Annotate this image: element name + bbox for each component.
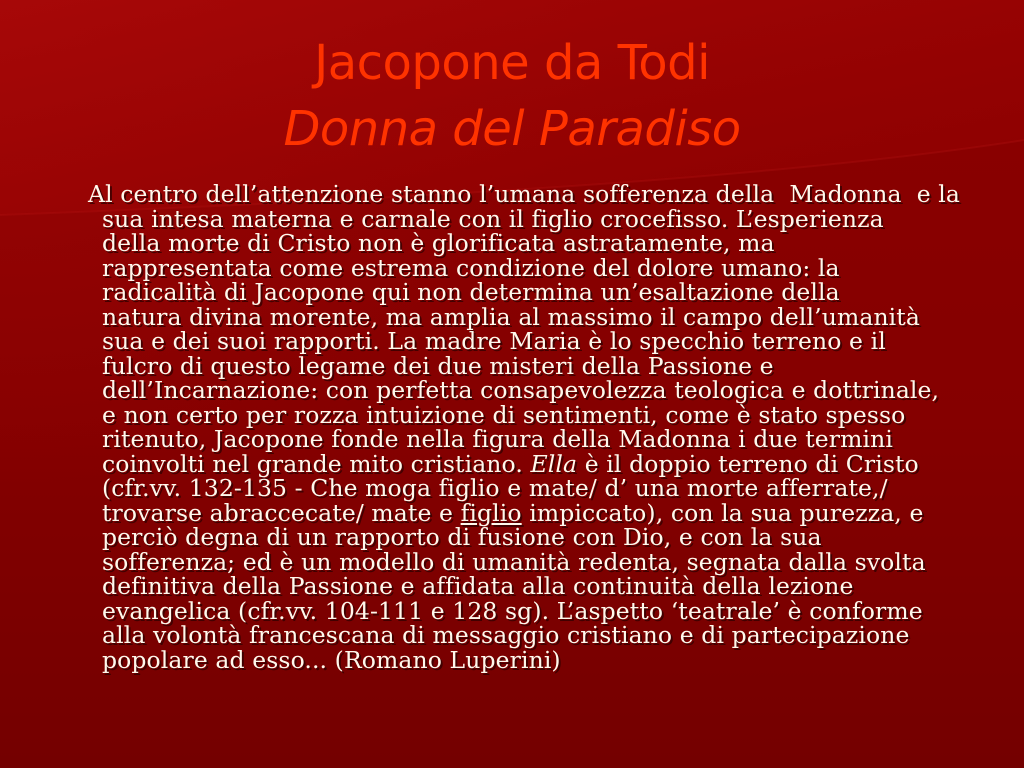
italic-word: Ella <box>530 449 578 478</box>
body-line <box>102 525 1002 550</box>
body-line <box>102 449 1002 478</box>
body-line <box>102 427 1002 452</box>
body-line <box>102 253 1002 282</box>
body-text: evangelica (cfr.vv. 104-111 e 128 sg). L’aspetto ‘teatrale’ è conforme <box>102 596 923 625</box>
body-text: natura divina morente, ma amplia al massimo il campo dell’umanità <box>102 302 920 331</box>
underlined-word: figlio <box>460 498 522 527</box>
body-text: fulcro di questo legame dei due misteri della Passione e <box>102 351 774 380</box>
body-text: definitiva della Passione e affidata alla continuità della lezione <box>102 572 854 600</box>
body-text: (cfr.vv. 132-135 - Che moga figlio e mate/ d’ una morte afferrate,/ <box>102 474 888 502</box>
body-line <box>102 574 1002 599</box>
subtitle-text: Donna del Paradiso <box>283 101 741 157</box>
body-text: alla volontà francescana di messaggio cristiano e di partecipazione <box>102 621 910 649</box>
body-text: Al centro dell’attenzione stanno l’umana sofferenza della Madonna e la <box>88 180 961 208</box>
body-text: rappresentata come estrema condizione del dolore umano: la <box>102 253 840 282</box>
body-line <box>102 329 1002 354</box>
slide-title <box>0 30 1024 162</box>
body-line <box>102 645 1002 674</box>
body-text: ritenuto, Jacopone fonde nella figura della Madonna i due termini <box>102 425 893 453</box>
body-line <box>102 596 1002 625</box>
body-line <box>102 547 1002 576</box>
body-text: dell’Incarnazione: con perfetta consapevolezza teologica e dottrinale, <box>102 376 940 404</box>
body-line <box>102 400 1002 429</box>
body-line <box>102 476 1002 501</box>
body-text: popolare ad esso... (Romano Luperini) <box>102 645 561 674</box>
body-text: impiccato), con la sua purezza, e <box>521 498 924 527</box>
body-text: coinvolti nel grande mito cristiano. <box>102 449 531 478</box>
body-line <box>102 302 1002 331</box>
body-text-block <box>88 180 1002 674</box>
body-line <box>102 378 1002 403</box>
body-text: sua intesa materna e carnale con il figlio crocefisso. L’esperienza <box>102 204 884 233</box>
body-text: sofferenza; ed è un modello di umanità redenta, segnata dalla svolta <box>102 547 926 576</box>
body-text: della morte di Cristo non è glorificata astratamente, ma <box>102 229 775 257</box>
body-text: è il doppio terreno di Cristo <box>577 449 919 478</box>
body-text: trovarse abraccecate/ mate e <box>102 498 461 527</box>
body-line <box>102 204 1002 233</box>
body-line <box>102 623 1002 648</box>
body-line <box>88 182 1002 207</box>
body-text: sua e dei suoi rapporti. La madre Maria è lo specchio terreno e il <box>102 327 886 355</box>
body-text: radicalità di Jacopone qui non determina un’esaltazione della <box>102 278 840 306</box>
body-text: perciò degna di un rapporto di fusione con Dio, e con la sua <box>102 523 822 551</box>
body-line <box>102 231 1002 256</box>
body-line <box>102 498 1002 527</box>
title-text: Jacopone da Todi <box>314 35 710 91</box>
body-text: e non certo per rozza intuizione di sentimenti, come è stato spesso <box>102 400 906 429</box>
body-line <box>102 351 1002 380</box>
body-line <box>102 280 1002 305</box>
